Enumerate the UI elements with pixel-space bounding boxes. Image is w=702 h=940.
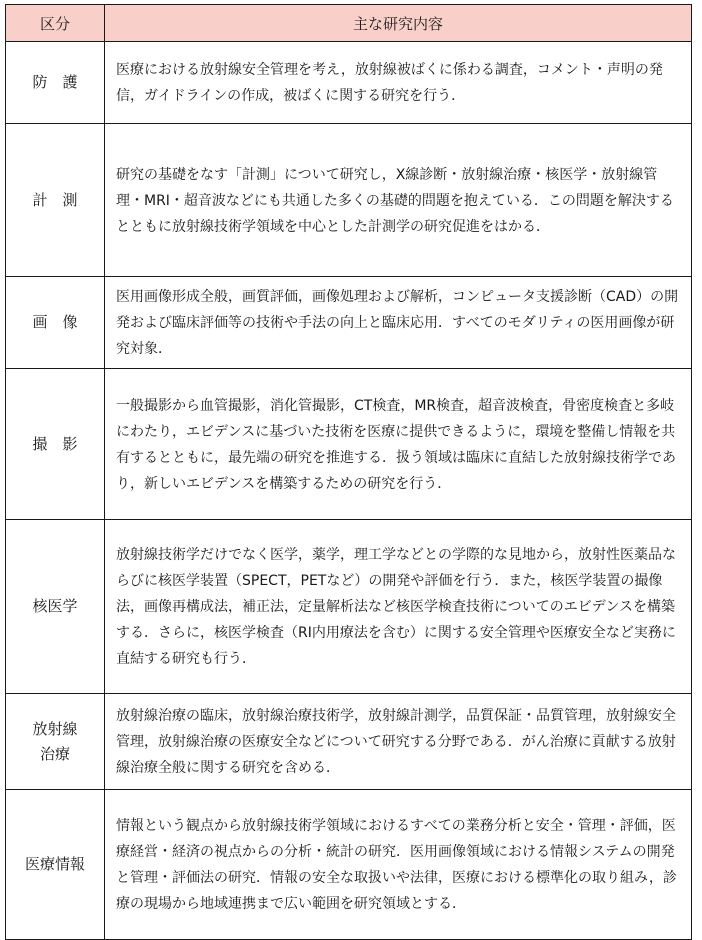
table-row [6,277,692,369]
category-label: 防 護 [32,73,78,91]
description-cell: 医療における放射線安全管理を考え，放射線被ばくに係わる調査，コメント・声明の発信，ガイドラインの作成，被ばくに関する研究を行う． [105,42,692,124]
description-cell: 研究の基礎をなす「計測」について研究し，X線診断・放射線治療・核医学・放射線管理・MRI・超音波などにも共通した多くの基礎的問題を抱えている．この問題を解決するとともに放射線技術学領域を中心とした計測学の研究促進をはかる． [105,124,692,277]
category-label: 放射線 治療 [32,719,78,763]
description-cell: 一般撮影から血管撮影，消化管撮影，CT検査，MR検査，超音波検査，骨密度検査と多岐にわたり，エビデンスに基づいた技術を医療に提供できるように，環境を整備し情報を共有するとともに，最先端の研究を推進する．扱う領域は臨床に直結した放射線技術学であり，新しいエビデンスを構築するための研究を行う． [105,369,692,520]
category-label: 医療情報 [24,855,85,873]
category-cell [6,369,105,520]
category-cell [6,42,105,124]
research-areas-table [5,4,692,940]
category-cell [6,520,105,694]
header-content: 主な研究内容 [105,5,692,42]
header-category: 区分 [6,5,105,42]
table-header [6,5,692,42]
table-row [6,694,692,790]
category-label: 計 測 [32,190,78,209]
description-cell: 情報という観点から放射線技術学領域におけるすべての業務分析と安全・管理・評価，医療経営・経済の視点からの分析・統計の研究．医用画像領域における情報システムの開発と管理・評価法の研究．情報の安全な取扱いや法律，医療における標準化の取り組み，診療の現場から地域連携まで広い範囲を研究領域とする． [105,790,692,940]
category-label: 核医学 [32,597,78,615]
category-cell [6,124,105,277]
category-cell [6,694,105,790]
description-cell: 放射線治療の臨床，放射線治療技術学，放射線計測学，品質保証・品質管理，放射線安全管理，放射線治療の医療安全などについて研究する分野である．がん治療に貢献する放射線治療全般に関する研究を含める． [105,694,692,790]
category-cell [6,790,105,940]
table-row [6,369,692,520]
category-label: 撮 影 [32,434,78,453]
category-cell [6,277,105,369]
description-cell: 放射線技術学だけでなく医学，薬学，理工学などとの学際的な見地から，放射性医薬品ならびに核医学装置（SPECT，PETなど）の開発や評価を行う．また，核医学装置の撮像法，画像再構成法，補正法，定量解析法など核医学検査技術についてのエビデンスを構築する．さらに，核医学検査（RI内用療法を含む）に関する安全管理や医療安全など実務に直結する研究も行う． [105,520,692,694]
description-cell: 医用画像形成全般，画質評価，画像処理および解析，コンピュータ支援診断（CAD）の開発および臨床評価等の技術や手法の向上と臨床応用．すべてのモダリティの医用画像が研究対象． [105,277,692,369]
table-row [6,42,692,124]
table-row [6,520,692,694]
category-label: 画 像 [32,313,78,331]
table-row [6,124,692,277]
table-row [6,790,692,940]
